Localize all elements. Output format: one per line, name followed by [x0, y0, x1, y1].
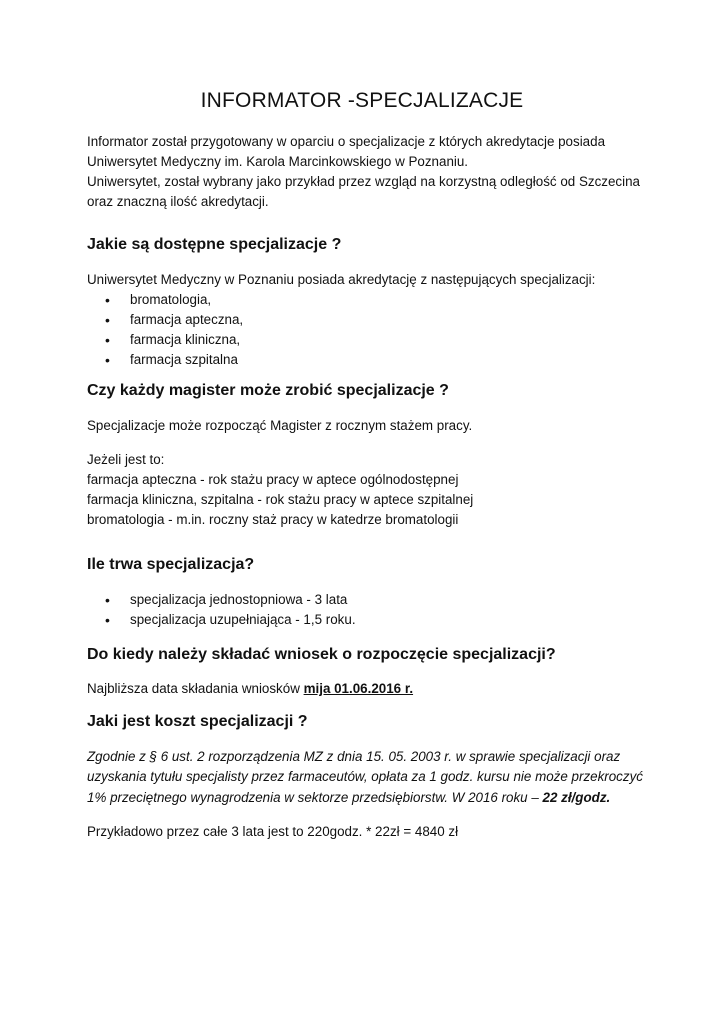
- intro-line: Uniwersytet Medyczny im. Karola Marcinkowskiego w Poznaniu.: [87, 154, 469, 169]
- paragraph-accreditation: Uniwersytet Medyczny w Poznaniu posiada akredytację z następujących specjalizacji:: [87, 272, 596, 287]
- page-title: INFORMATOR -SPECJALIZACJE: [200, 89, 524, 112]
- list-item: • farmacja szpitalna: [105, 350, 243, 370]
- heading-available-specializations: Jakie są dostępne specjalizacje ?: [87, 236, 342, 253]
- cost-legal-prefix: 1% przeciętnego wynagrodzenia w sektorze przedsiębiorstw. W 2016 roku –: [87, 790, 543, 805]
- requirement-line: farmacja apteczna - rok stażu pracy w aptece ogólnodostępnej: [87, 472, 459, 487]
- cost-legal-line: Zgodnie z § 6 ust. 2 rozporządzenia MZ z dnia 15. 05. 2003 r. w sprawie specjalizacji oraz: [87, 749, 621, 764]
- list-item: • specjalizacja uzupełniająca - 1,5 roku.: [105, 610, 356, 630]
- cost-legal-line: [87, 788, 610, 808]
- cost-rate: 22 zł/godz.: [542, 790, 611, 805]
- deadline-prefix: Najbliższa data składania wniosków: [87, 681, 304, 696]
- cost-example: Przykładowo przez całe 3 lata jest to 220godz. * 22zł = 4840 zł: [87, 824, 459, 839]
- heading-who-can-specialize: Czy każdy magister może zrobić specjalizacje ?: [87, 382, 449, 399]
- paragraph-requirement: Specjalizacje może rozpocząć Magister z rocznym stażem pracy.: [87, 418, 473, 433]
- cost-legal-line: uzyskania tytułu specjalisty przez farmaceutów, opłata za 1 godz. kursu nie może przekroczyć: [87, 769, 643, 784]
- heading-cost: Jaki jest koszt specjalizacji ?: [87, 713, 308, 730]
- heading-deadline: Do kiedy należy składać wniosek o rozpoczęcie specjalizacji?: [87, 646, 556, 663]
- list-item: • farmacja kliniczna,: [105, 330, 243, 350]
- list-item: • farmacja apteczna,: [105, 310, 243, 330]
- intro-line: oraz znaczną ilość akredytacji.: [87, 194, 269, 209]
- list-item: • bromatologia,: [105, 290, 243, 310]
- requirement-line: farmacja kliniczna, szpitalna - rok stażu pracy w aptece szpitalnej: [87, 492, 474, 507]
- deadline-date: mija 01.06.2016 r.: [303, 681, 414, 696]
- duration-list: [105, 590, 356, 630]
- list-item: • specjalizacja jednostopniowa - 3 lata: [105, 590, 356, 610]
- intro-line: Uniwersytet, został wybrany jako przykład przez wzgląd na korzystną odległość od Szczecina: [87, 174, 640, 189]
- requirement-line: Jeżeli jest to:: [87, 452, 165, 467]
- deadline-paragraph: [87, 679, 413, 699]
- specialization-list: [105, 290, 243, 370]
- heading-duration: Ile trwa specjalizacja?: [87, 556, 255, 573]
- intro-line: Informator został przygotowany w oparciu o specjalizacje z których akredytacje posiada: [87, 134, 606, 149]
- requirement-line: bromatologia - m.in. roczny staż pracy w katedrze bromatologii: [87, 512, 459, 527]
